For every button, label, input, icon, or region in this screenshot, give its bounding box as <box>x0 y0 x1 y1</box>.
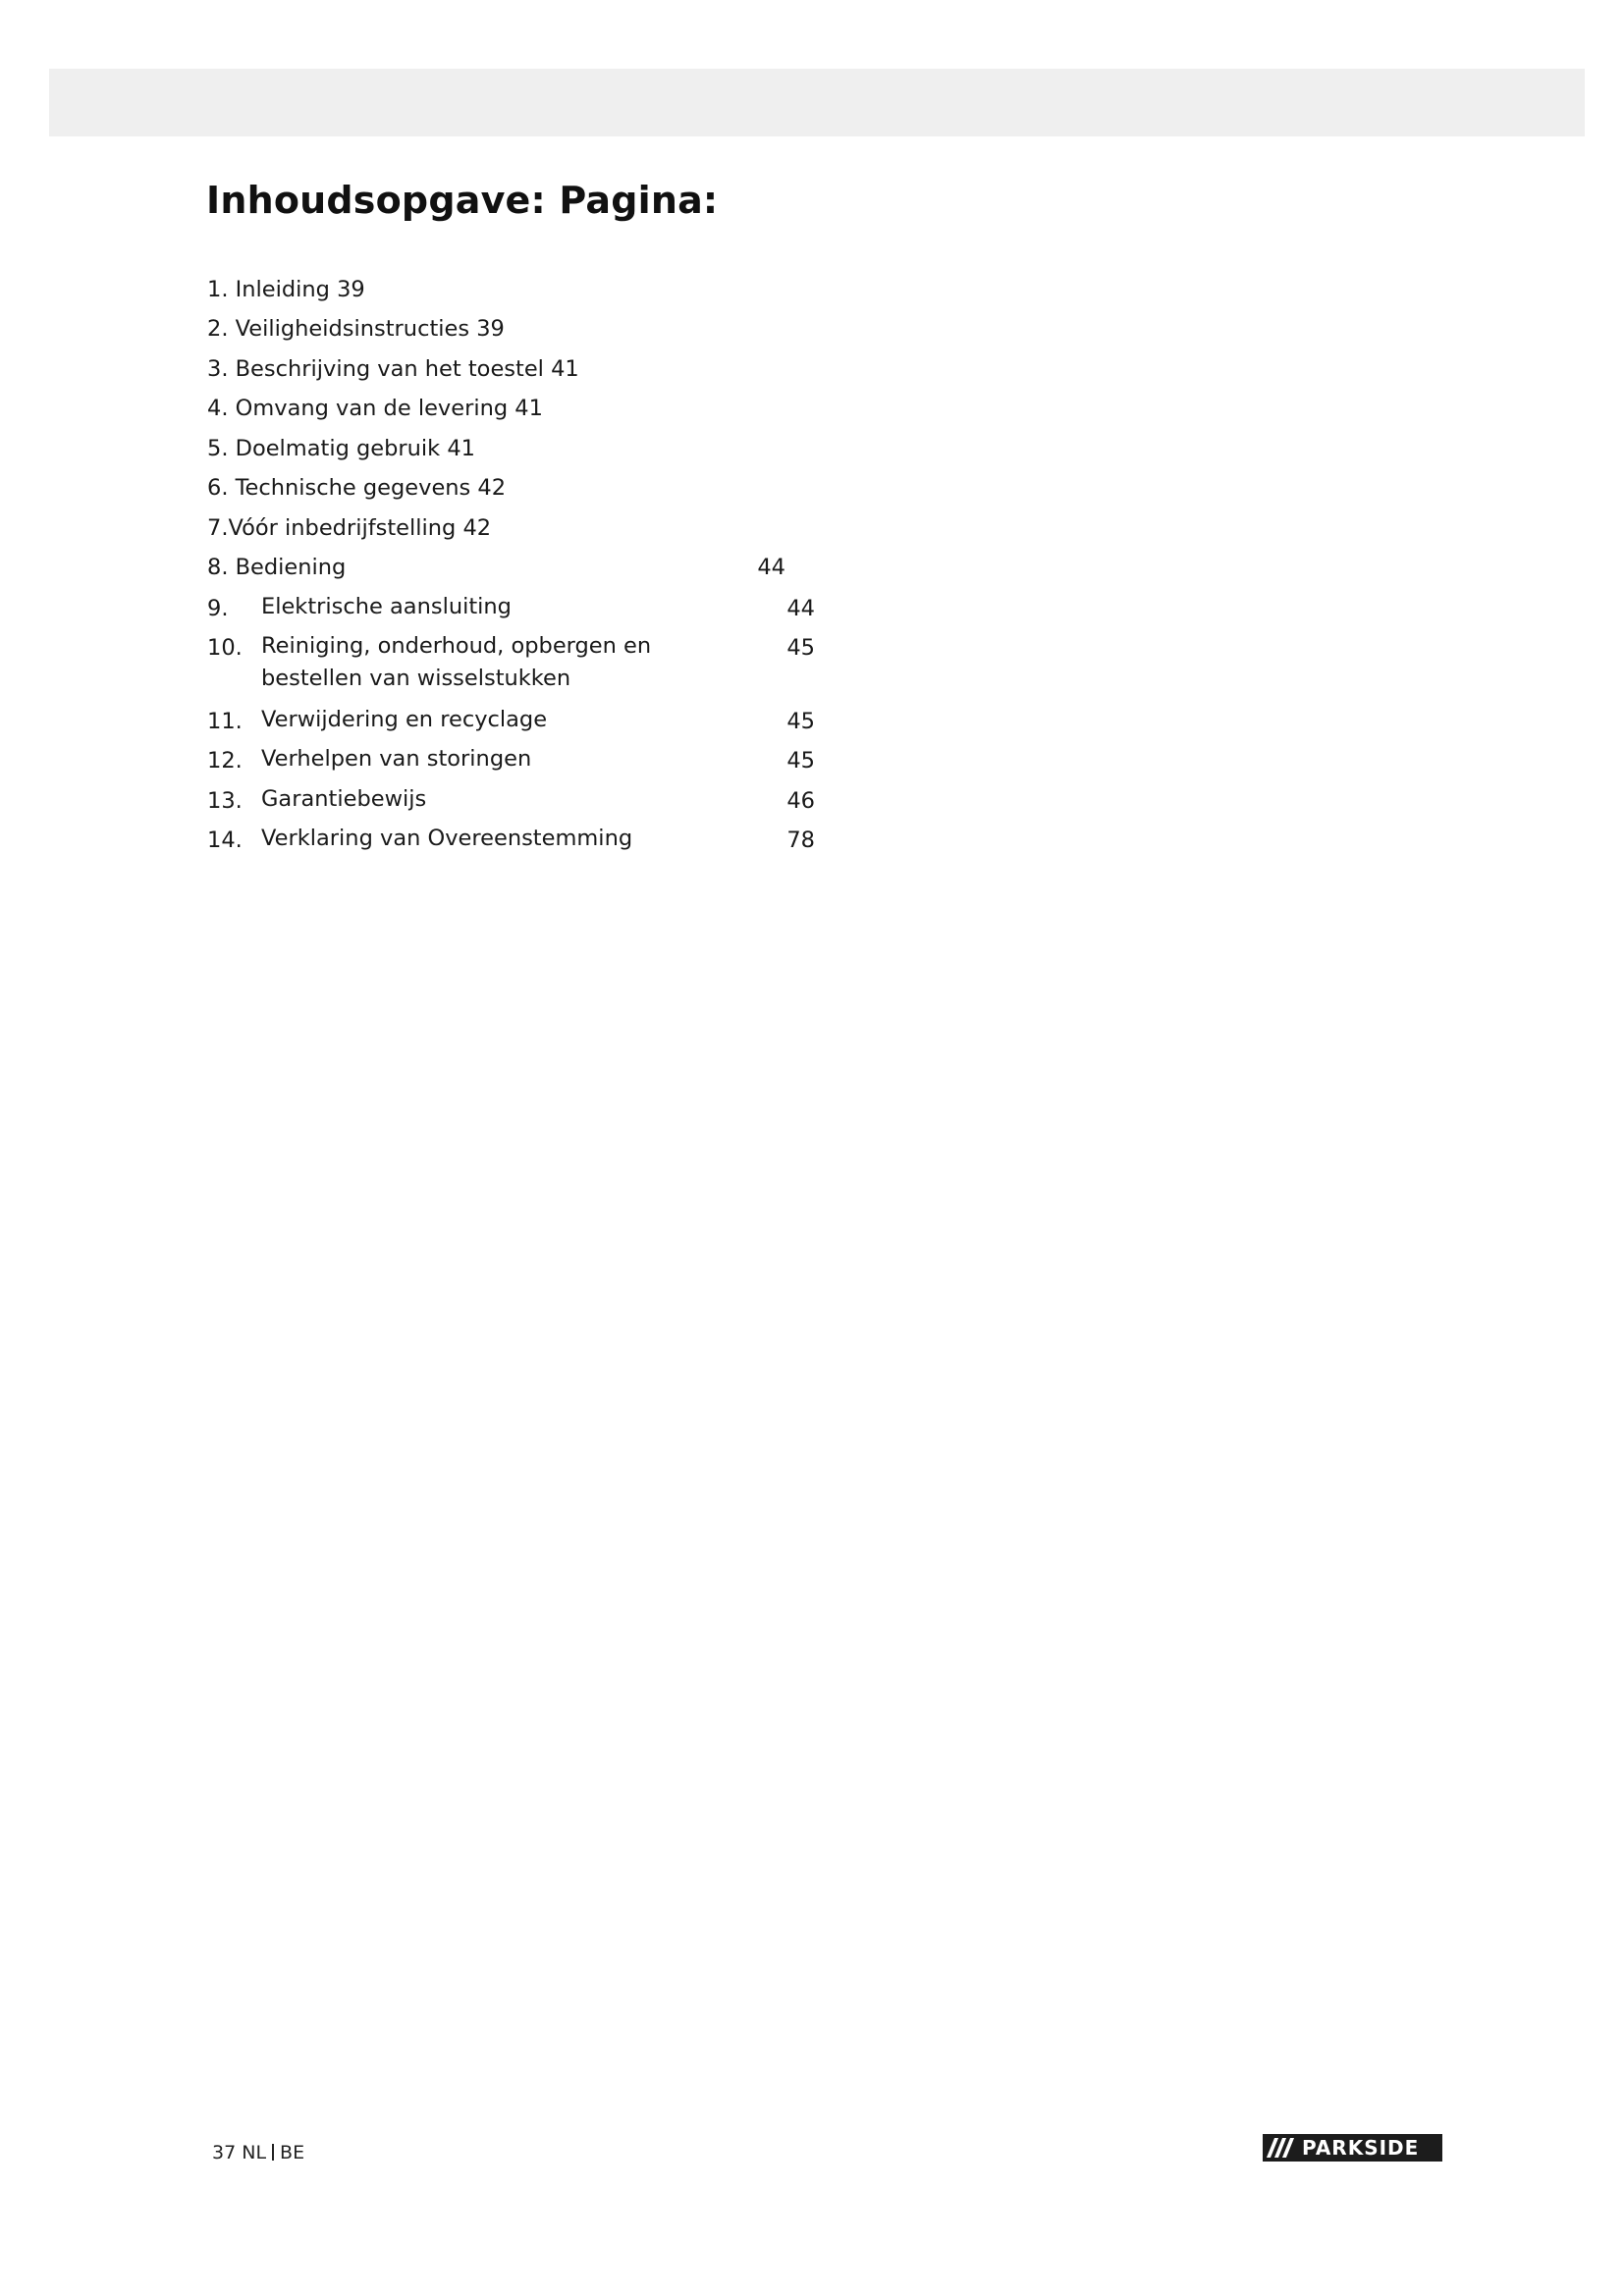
separator <box>272 2144 274 2161</box>
toc-text-12: Verhelpen van storingen <box>261 746 532 772</box>
toc-num-10: 10. <box>207 635 243 661</box>
brand-name: PARKSIDE <box>1302 2136 1420 2160</box>
toc-num-13: 13. <box>207 788 243 814</box>
toc-num-11: 11. <box>207 709 243 734</box>
brand-logo <box>1263 2134 1442 2162</box>
language-code-be: BE <box>280 2142 305 2163</box>
toc-entry-1: 1. Inleiding 39 <box>207 277 365 302</box>
toc-text-14: Verklaring van Overeenstemming <box>261 826 633 851</box>
toc-page-13: 46 <box>786 788 815 814</box>
toc-entry-8: 8. Bediening <box>207 555 347 580</box>
toc-num-12: 12. <box>207 748 243 774</box>
page-number: 37 <box>212 2142 237 2163</box>
toc-page-12: 45 <box>786 748 815 774</box>
toc-entry-6: 6. Technische gegevens 42 <box>207 475 507 501</box>
header-band <box>49 69 1585 136</box>
toc-page-11: 45 <box>786 709 815 734</box>
toc-entry-5: 5. Doelmatig gebruik 41 <box>207 436 475 461</box>
toc-entry-7: 7.Vóór inbedrijfstelling 42 <box>207 515 492 541</box>
toc-num-9: 9. <box>207 596 229 621</box>
toc-num-14: 14. <box>207 828 243 853</box>
toc-page-8: 44 <box>757 555 785 580</box>
toc-text-10: Reiniging, onderhoud, opbergen en bestellen van wisselstukken <box>261 633 652 691</box>
toc-page-9: 44 <box>786 596 815 621</box>
toc-text-11: Verwijdering en recyclage <box>261 707 548 732</box>
toc-entry-2: 2. Veiligheidsinstructies 39 <box>207 316 505 342</box>
toc-page-10: 45 <box>786 635 815 661</box>
language-code-nl: NL <box>242 2142 267 2163</box>
toc-text-9: Elektrische aansluiting <box>261 594 512 619</box>
toc-entry-3: 3. Beschrijving van het toestel 41 <box>207 356 579 382</box>
page-title: Inhoudsopgave: Pagina: <box>206 179 719 222</box>
toc-entry-4: 4. Omvang van de levering 41 <box>207 396 543 421</box>
footer-page-number <box>212 2142 304 2163</box>
toc-text-13: Garantiebewijs <box>261 786 427 812</box>
logo-slashes-icon <box>1263 2134 1300 2162</box>
toc-page-14: 78 <box>786 828 815 853</box>
